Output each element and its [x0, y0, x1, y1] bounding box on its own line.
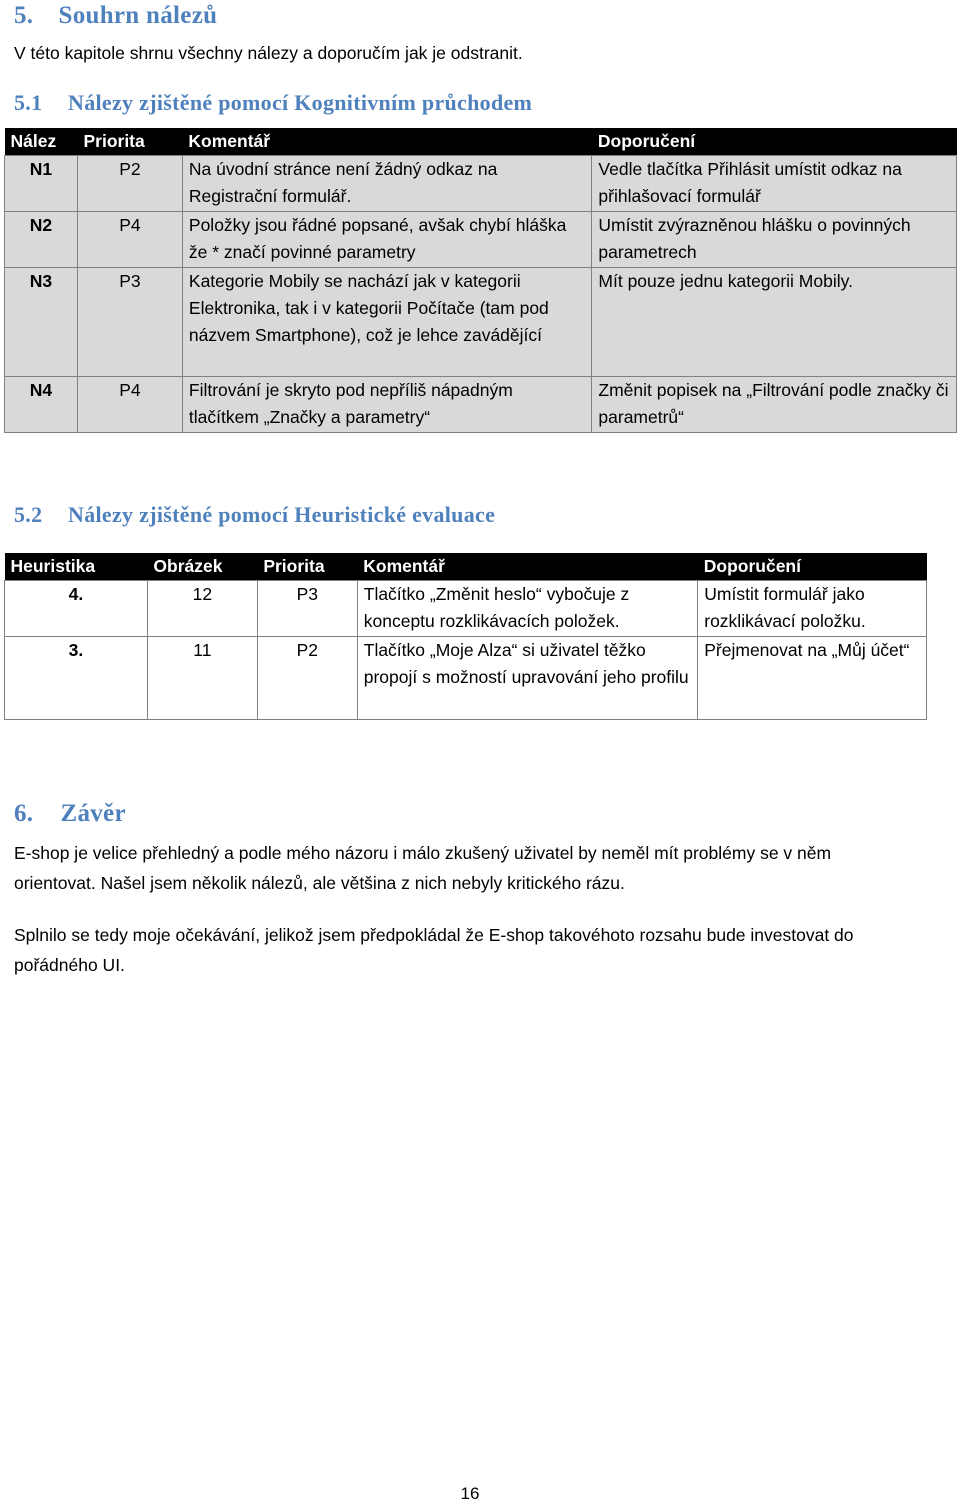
table-row [5, 212, 957, 268]
header-cell: Priorita [77, 128, 182, 156]
conclusion-paragraph-1: E-shop je velice přehledný a podle mého názoru i málo zkušený uživatel by neměl mít problémy se v něm orientovat. Našel jsem několik nálezů, ale většina z nich nebyly kritického rázu. [14, 843, 832, 893]
finding-id: N3 [5, 268, 78, 377]
header-cell: Obrázek [147, 553, 257, 581]
section-6-heading [14, 800, 126, 828]
finding-recommendation: Změnit popisek na „Filtrování podle značky či parametrů“ [592, 377, 957, 433]
header-cell: Nález [5, 128, 78, 156]
table-header-row [5, 553, 927, 581]
section-5-number: 5. [14, 2, 34, 29]
section-5-heading [14, 2, 217, 30]
section-5-1-number: 5.1 [14, 90, 43, 115]
finding-id: N1 [5, 156, 78, 212]
finding-priority: P3 [257, 581, 357, 637]
page-number: 16 [460, 1484, 480, 1503]
header-cell: Komentář [182, 128, 592, 156]
section-5-intro: V této kapitole shrnu všechny nálezy a doporučím jak je odstranit. [14, 43, 523, 63]
finding-recommendation: Mít pouze jednu kategorii Mobily. [592, 268, 957, 377]
section-5-1-heading [14, 90, 532, 116]
heuristic-number: 4. [5, 581, 148, 637]
header-cell: Doporučení [592, 128, 957, 156]
finding-priority: P2 [257, 637, 357, 720]
header-cell: Priorita [257, 553, 357, 581]
table-row [5, 581, 927, 637]
finding-comment: Filtrování je skryto pod nepříliš nápadným tlačítkem „Značky a parametry“ [182, 377, 592, 433]
finding-recommendation: Umístit zvýrazněnou hlášku o povinných parametrech [592, 212, 957, 268]
finding-comment: Položky jsou řádné popsané, avšak chybí hláška že * značí povinné parametry [182, 212, 592, 268]
header-cell: Doporučení [698, 553, 927, 581]
image-number: 11 [147, 637, 257, 720]
table-row [5, 637, 927, 720]
section-5-2-heading [14, 502, 495, 528]
section-5-2-title: Nálezy zjištěné pomocí Heuristické evaluace [68, 502, 496, 527]
heuristic-number: 3. [5, 637, 148, 720]
finding-comment: Tlačítko „Moje Alza“ si uživatel těžko propojí s možností upravování jeho profilu [357, 637, 698, 720]
finding-priority: P2 [77, 156, 182, 212]
finding-priority: P3 [77, 268, 182, 377]
finding-id: N2 [5, 212, 78, 268]
table-header-row [5, 128, 957, 156]
finding-id: N4 [5, 377, 78, 433]
section-6-title: Závěr [60, 800, 126, 827]
section-5-2-number: 5.2 [14, 502, 43, 527]
image-number: 12 [147, 581, 257, 637]
finding-priority: P4 [77, 212, 182, 268]
finding-recommendation: Vedle tlačítka Přihlásit umístit odkaz na přihlašovací formulář [592, 156, 957, 212]
conclusion-paragraph-2: Splnilo se tedy moje očekávání, jelikož jsem předpokládal že E-shop takovéhoto rozsahu bude investovat do pořádného UI. [14, 925, 854, 975]
cognitive-walkthrough-table [4, 128, 957, 433]
header-cell: Heuristika [5, 553, 148, 581]
header-cell: Komentář [357, 553, 698, 581]
section-5-title: Souhrn nálezů [58, 2, 218, 29]
finding-comment: Kategorie Mobily se nachází jak v kategorii Elektronika, tak i v kategorii Počítače (tam pod názvem Smartphone), což je lehce zavádějící [182, 268, 592, 377]
table-row [5, 156, 957, 212]
finding-comment: Na úvodní stránce není žádný odkaz na Registrační formulář. [182, 156, 592, 212]
section-5-1-title: Nálezy zjištěné pomocí Kognitivním průchodem [68, 90, 533, 115]
section-6-number: 6. [14, 800, 34, 827]
table-row [5, 377, 957, 433]
finding-comment: Tlačítko „Změnit heslo“ vybočuje z konceptu rozklikávacích položek. [357, 581, 698, 637]
finding-recommendation: Umístit formulář jako rozklikávací položku. [698, 581, 927, 637]
finding-priority: P4 [77, 377, 182, 433]
finding-recommendation: Přejmenovat na „Můj účet“ [698, 637, 927, 720]
table-row [5, 268, 957, 377]
heuristic-evaluation-table [4, 553, 927, 720]
